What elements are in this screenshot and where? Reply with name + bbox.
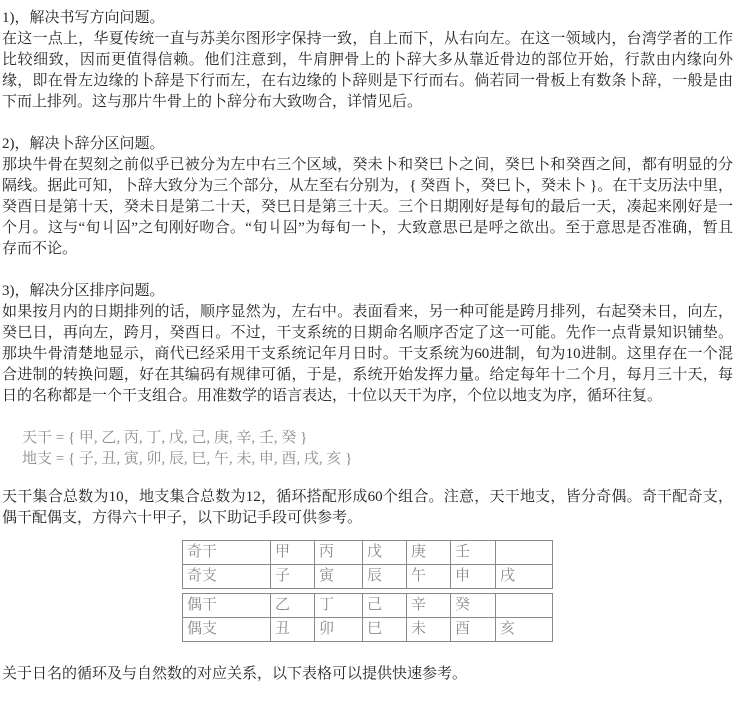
ganzhi-set-definitions [2,428,733,470]
table-cell [496,541,553,565]
table-cell: 甲 [271,541,315,565]
tiangan-set-line: 天干 = { 甲, 乙, 丙, 丁, 戊, 己, 庚, 辛, 壬, 癸 } [22,430,308,446]
table-cell: 亥 [496,618,553,642]
dizhi-set-line: 地支 = { 子, 丑, 寅, 卯, 辰, 巳, 午, 未, 申, 酉, 戌, 亥 } [22,451,353,467]
table-cell: 丁 [315,594,363,618]
table-row-even-branches [183,618,553,642]
table-cell: 卯 [315,618,363,642]
section-2-body: 那块牛骨在契刻之前似乎已被分为左中右三个区域，癸未卜和癸巳卜之间，癸巳卜和癸酉之间，都有明显的分隔线。据此可知，卜辞大致分为三个部分，从左至右分别为，{ 癸酉卜，癸巳卜，癸未卜 }。在干支历法中里，癸酉日是第十天，癸未日是第二十天，癸巳日是第三十天。三个日期刚好是每旬的最后一天，凑起来刚好是一个月。这与“旬丩囜”之旬刚好吻合。“旬丩囜”为每旬一卜，大致意思已是呼之欲出。至于意思是否准确，暂且存而不论。 [2,157,733,257]
table-row-even-stems [183,594,553,618]
table-cell: 奇干 [183,541,271,565]
section-2-heading: 2)，解决卜辞分区问题。 [2,136,165,152]
table-cell: 午 [407,565,451,589]
section-zone-ordering [2,281,733,407]
table-cell: 未 [407,618,451,642]
table-cell: 酉 [451,618,496,642]
table-cell [496,594,553,618]
table-cell: 申 [451,565,496,589]
table-row-odd-stems [183,541,553,565]
table-cell: 偶干 [183,594,271,618]
table-cell: 丙 [315,541,363,565]
table-cell: 乙 [271,594,315,618]
closing-note: 关于日名的循环及与自然数的对应关系，以下表格可以提供快速参考。 [2,666,468,682]
table-cell: 己 [363,594,407,618]
table-row-odd-branches [183,565,553,589]
table-cell: 戌 [496,565,553,589]
mnemonic-table-even [182,593,553,642]
table-cell: 巳 [363,618,407,642]
table-cell: 辛 [407,594,451,618]
table-cell: 寅 [315,565,363,589]
table-cell: 壬 [451,541,496,565]
table-cell: 庚 [407,541,451,565]
section-inscription-zones [2,134,733,260]
table-cell: 戊 [363,541,407,565]
table-cell: 丑 [271,618,315,642]
section-1-body: 在这一点上，华夏传统一直与苏美尔图形字保持一致，自上而下，从右向左。在这一领域内，台湾学者的工作比较细致，因而更值得信赖。他们注意到，牛肩胛骨上的卜辞大多从靠近骨边的部位开始，行款由内缘向外缘，即在骨左边缘的卜辞是下行而左，在右边缘的卜辞则是下行而右。倘若同一骨板上有数条卜辞，一般是由下而上排列。这与那片牛骨上的卜辞分布大致吻合，详情见后。 [2,31,733,110]
section-3-body: 如果按月内的日期排列的话，顺序显然为，左右中。表面看来，另一种可能是跨月排列，右起癸未日，向左，癸巳日，再向左，跨月，癸酉日。不过，干支系统的日期命名顺序否定了这一可能。先作一点背景知识铺垫。那块牛骨清楚地显示，商代已经采用干支系统记年月日时。干支系统为60进制，旬为10进制。这里存在一个混合进制的转换问题，好在其编码有规律可循，于是，系统开始发挥力量。给定每年十二个月，每月三十天，每日的名称都是一个干支组合。用准数学的语言表达，十位以天干为序，个位以地支为序，循环往复。 [2,304,733,404]
table-cell: 偶支 [183,618,271,642]
mnemonic-table-odd [182,540,553,589]
section-writing-direction [2,8,733,113]
section-3-heading: 3)，解决分区排序问题。 [2,283,165,299]
section-1-heading: 1)，解决书写方向问题。 [2,10,165,26]
table-cell: 辰 [363,565,407,589]
table-cell: 奇支 [183,565,271,589]
combination-note: 天干集合总数为10，地支集合总数为12，循环搭配形成60个组合。注意，天干地支，皆分奇偶。奇干配奇支，偶干配偶支，方得六十甲子，以下助记手段可供参考。 [2,489,733,526]
table-cell: 癸 [451,594,496,618]
table-cell: 子 [271,565,315,589]
